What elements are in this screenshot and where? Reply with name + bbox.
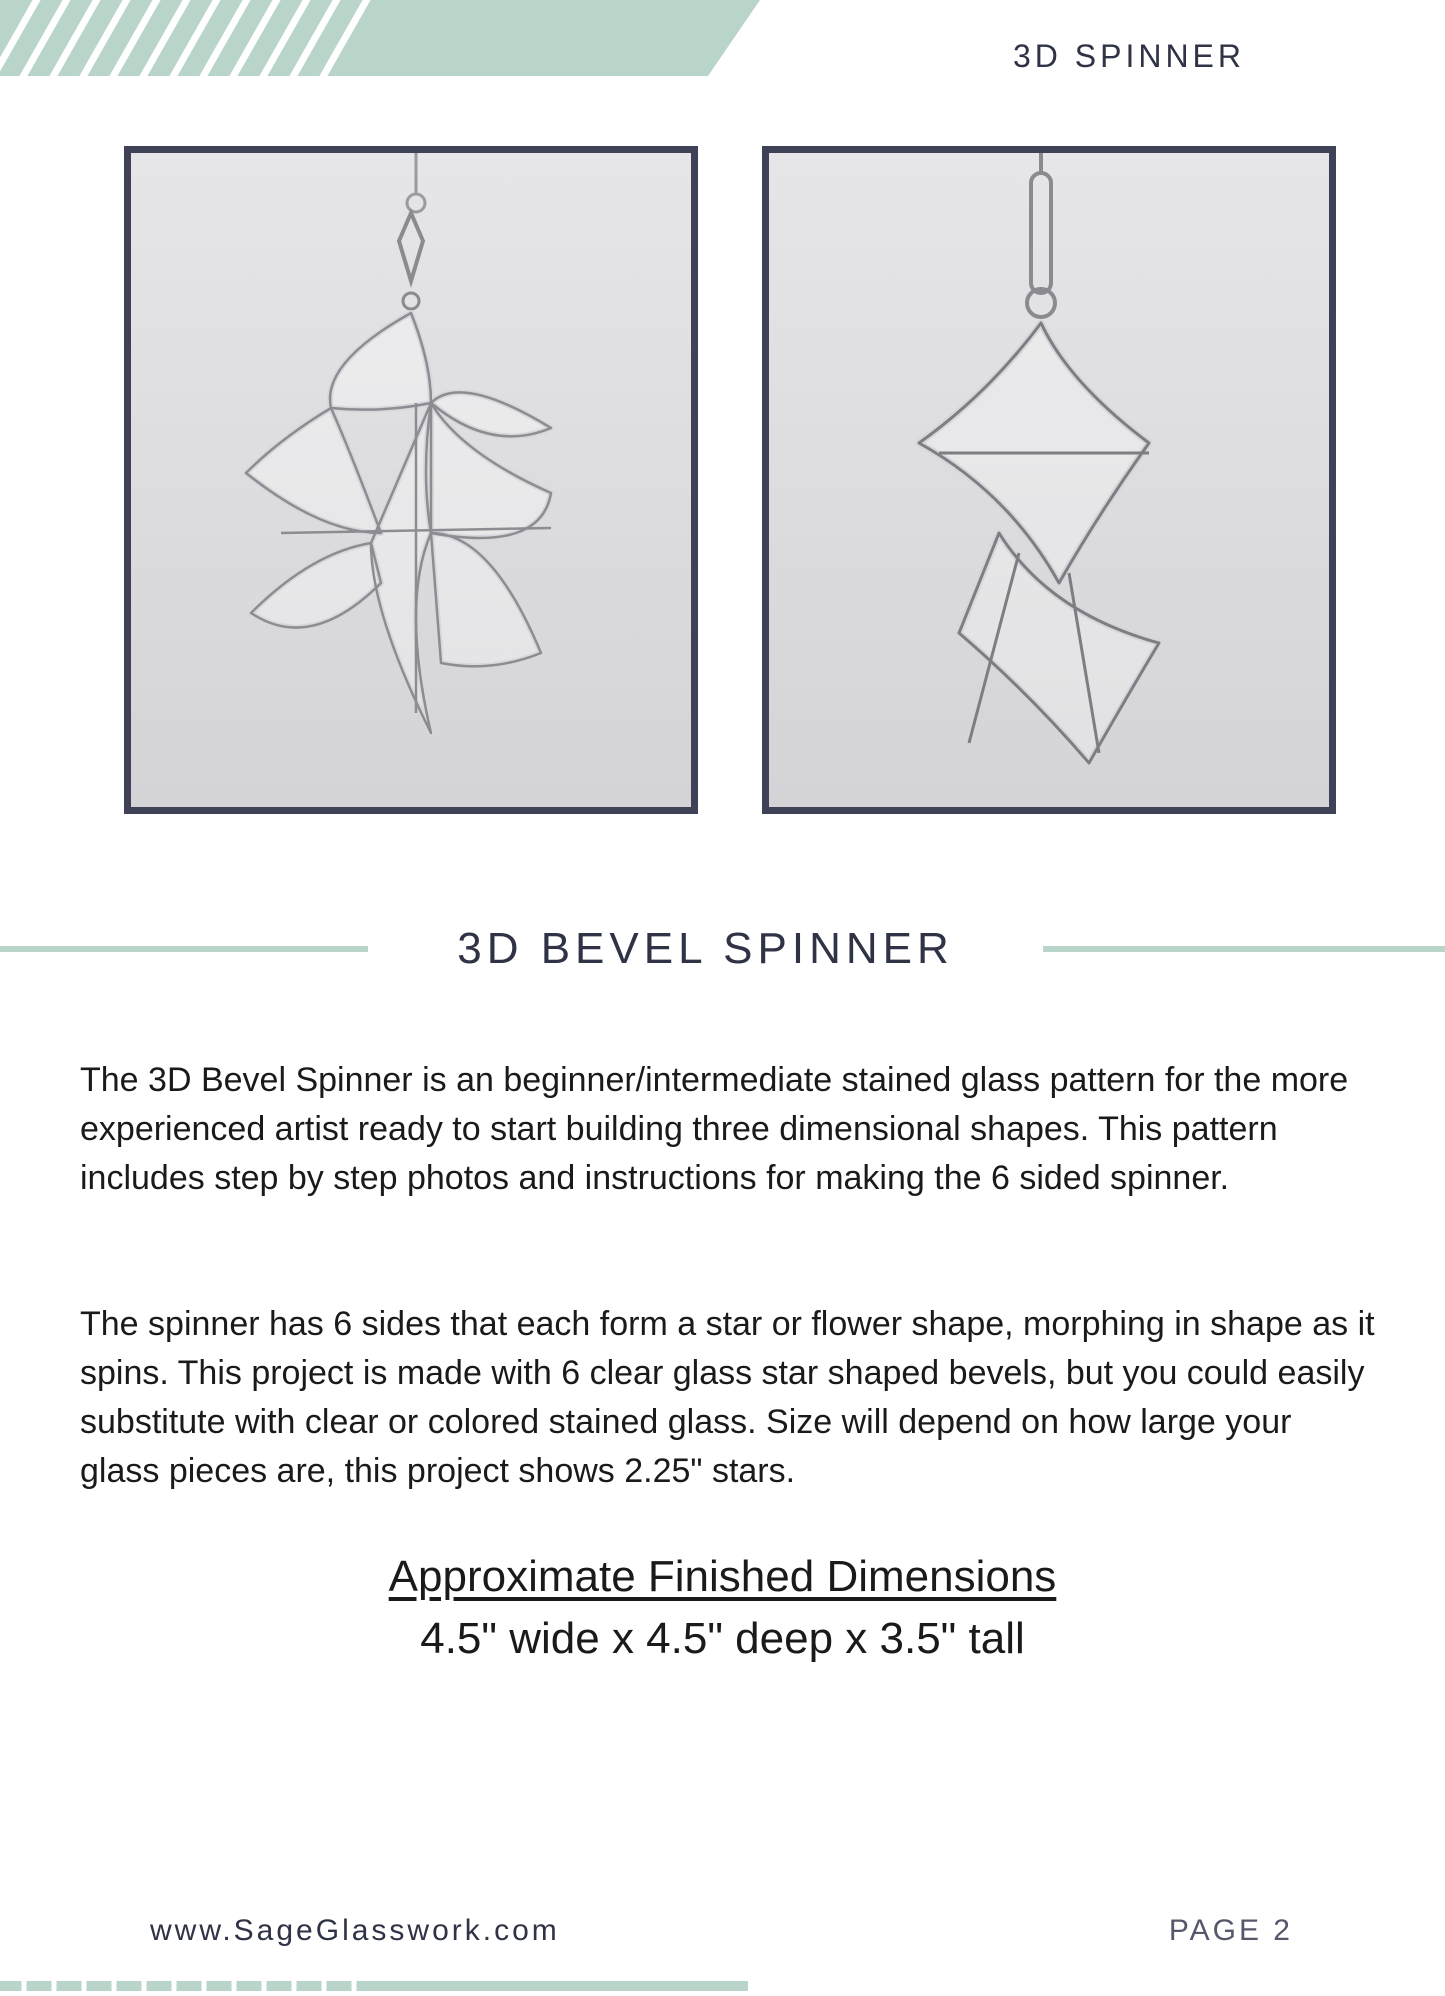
description-paragraph-2: The spinner has 6 sides that each form a star or flower shape, morphing in shape as it spins. This project is made with 6 clear glass star shaped bevels, but you could easily substitute with clear or colored stained glass. Size will depend on how large your glass pieces are, this project shows 2.25" stars. [80, 1305, 1375, 1490]
spinner-side-photo [762, 146, 1336, 814]
spinner-side-illustration [769, 153, 1329, 807]
page-header-title: 3D SPINNER [1012, 38, 1245, 74]
description-paragraph-1: The 3D Bevel Spinner is an beginner/intermediate stained glass pattern for the more experienced artist ready to start building three dimensional shapes. This pattern includes step by step photos and instructions for making the 6 sided spinner. [80, 1061, 1349, 1197]
footer-website-link[interactable]: www.SageGlasswork.com [150, 1914, 560, 1947]
section-title: 3D BEVEL SPINNER [457, 924, 954, 973]
spinner-front-illustration [131, 153, 691, 807]
section-rule-left [0, 946, 368, 952]
dimensions-heading: Approximate Finished Dimensions [388, 1552, 1057, 1601]
header-stripe-band [0, 0, 760, 76]
section-rule-right [1043, 946, 1445, 952]
dimensions-value: 4.5" wide x 4.5" deep x 3.5" tall [420, 1614, 1025, 1663]
spinner-front-photo [124, 146, 698, 814]
page-number: PAGE 2 [1168, 1914, 1293, 1947]
footer-stripe-band [0, 1978, 748, 1988]
